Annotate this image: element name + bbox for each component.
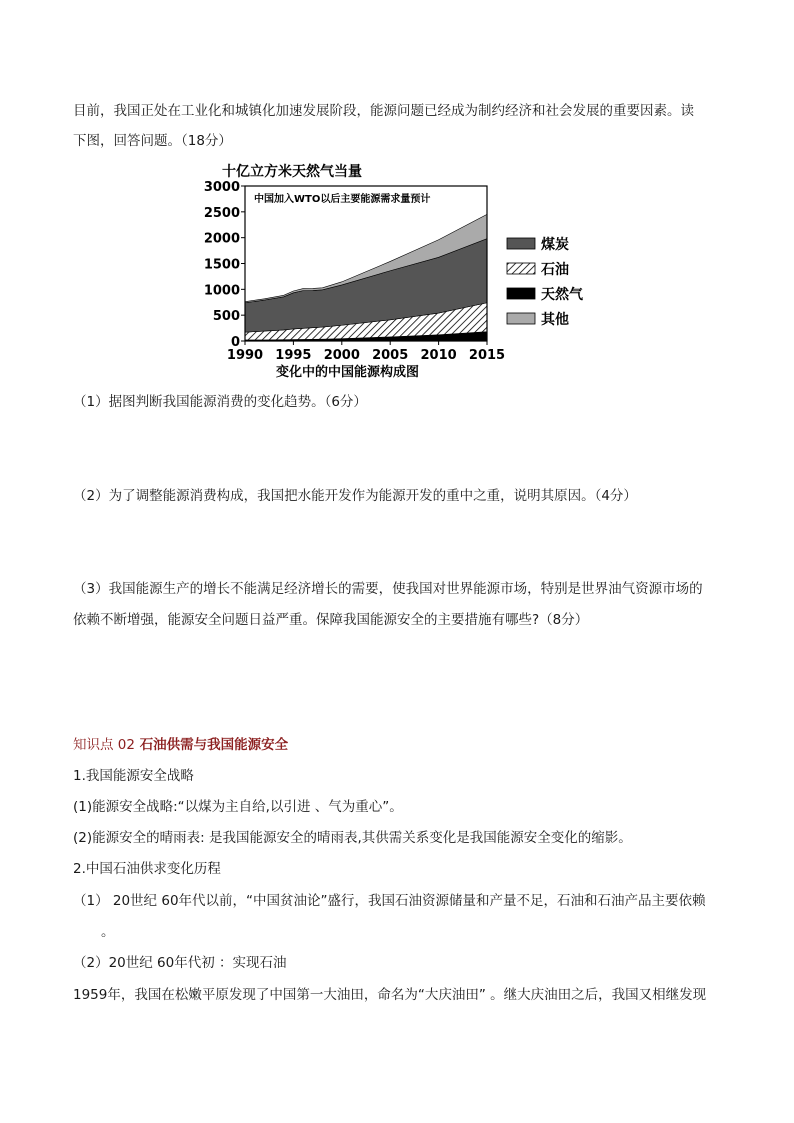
section-2-item-3: 1959年，我国在松嫩平原发现了中国第一大油田，命名为“大庆油田” 。继大庆油田之后，我国又相继发现 [73, 987, 707, 1003]
x-tick-label-4: 2010 [420, 348, 457, 363]
area-layer [245, 214, 487, 341]
section-2: 2.中国石油供求变化历程 [73, 861, 221, 877]
y-tick-label-4: 2000 [203, 231, 240, 247]
section-1: 1.我国能源安全战略 [73, 768, 194, 784]
legend-label-2: 石油 [541, 262, 569, 278]
section-1-item-1: (1)能源安全战略:“以煤为主自给,以引进 、气为重心”。 [73, 799, 403, 815]
y-tick-label-2: 1000 [203, 283, 240, 299]
knowledge-heading [73, 735, 733, 755]
legend-swatch-3 [507, 288, 535, 299]
chart-title: 变化中的中国能源构成图 [276, 365, 420, 380]
x-tick-label-0: 1990 [226, 348, 264, 363]
question-3-line-1: （3）我国能源生产的增长不能满足经济增长的需要，使我国对世界能源市场，特别是世界油气资源市场的 [73, 581, 703, 597]
legend [507, 236, 584, 328]
section-2-item-1-line-2: 。 [101, 924, 115, 940]
intro-line-1: 目前，我国正处在工业化和城镇化加速发展阶段，能源问题已经成为制约经济和社会发展的重要因素。读 [73, 103, 694, 119]
intro-line-2: 下图，回答问题。（18分） [73, 133, 232, 149]
inset-title: 中国加入WTO以后主要能源需求量预计 [254, 194, 431, 205]
question-2: （2）为了调整能源消费构成，我国把水能开发作为能源开发的重中之重，说明其原因。（4分） [73, 488, 637, 504]
legend-label-4: 其他 [541, 312, 569, 328]
section-2-item-2: （2）20世纪 60年代初 ：实现石油 [73, 955, 287, 971]
legend-swatch-2 [507, 263, 535, 274]
x-tick-label-1: 1995 [275, 348, 312, 363]
y-axis-title: 十亿立方米天然气当量 [222, 164, 362, 180]
legend-label-3: 天然气 [541, 287, 583, 303]
legend-label-1: 煤炭 [541, 237, 569, 253]
knowledge-label: 知识点 02 [73, 737, 135, 753]
x-tick-label-3: 2005 [372, 348, 409, 363]
x-tick-label-5: 2015 [468, 348, 506, 363]
knowledge-title: 石油供需与我国能源安全 [139, 737, 289, 753]
y-tick-label-5: 2500 [203, 205, 240, 221]
y-tick-label-3: 1500 [203, 257, 240, 273]
legend-swatch-1 [507, 238, 535, 249]
y-tick-label-6: 3000 [203, 180, 240, 195]
y-tick-label-0: 0 [230, 335, 240, 350]
section-2-item-1-line-1: （1） 20世纪 60年代以前，“中国贫油论”盛行，我国石油资源储量和产量不足，石油和石油产品主要依赖 [73, 893, 706, 909]
x-tick-label-2: 2000 [323, 348, 360, 363]
y-tick-label-1: 500 [212, 309, 240, 325]
section-1-item-2: (2)能源安全的晴雨表: 是我国能源安全的晴雨表,其供需关系变化是我国能源安全变化的缩影。 [73, 830, 632, 846]
question-3-line-2: 依赖不断增强，能源安全问题日益严重。保障我国能源安全的主要措施有哪些?（8分） [73, 612, 589, 628]
energy-composition-chart [196, 158, 583, 388]
question-1: （1）据图判断我国能源消费的变化趋势。（6分） [73, 394, 367, 410]
legend-swatch-4 [507, 313, 535, 324]
